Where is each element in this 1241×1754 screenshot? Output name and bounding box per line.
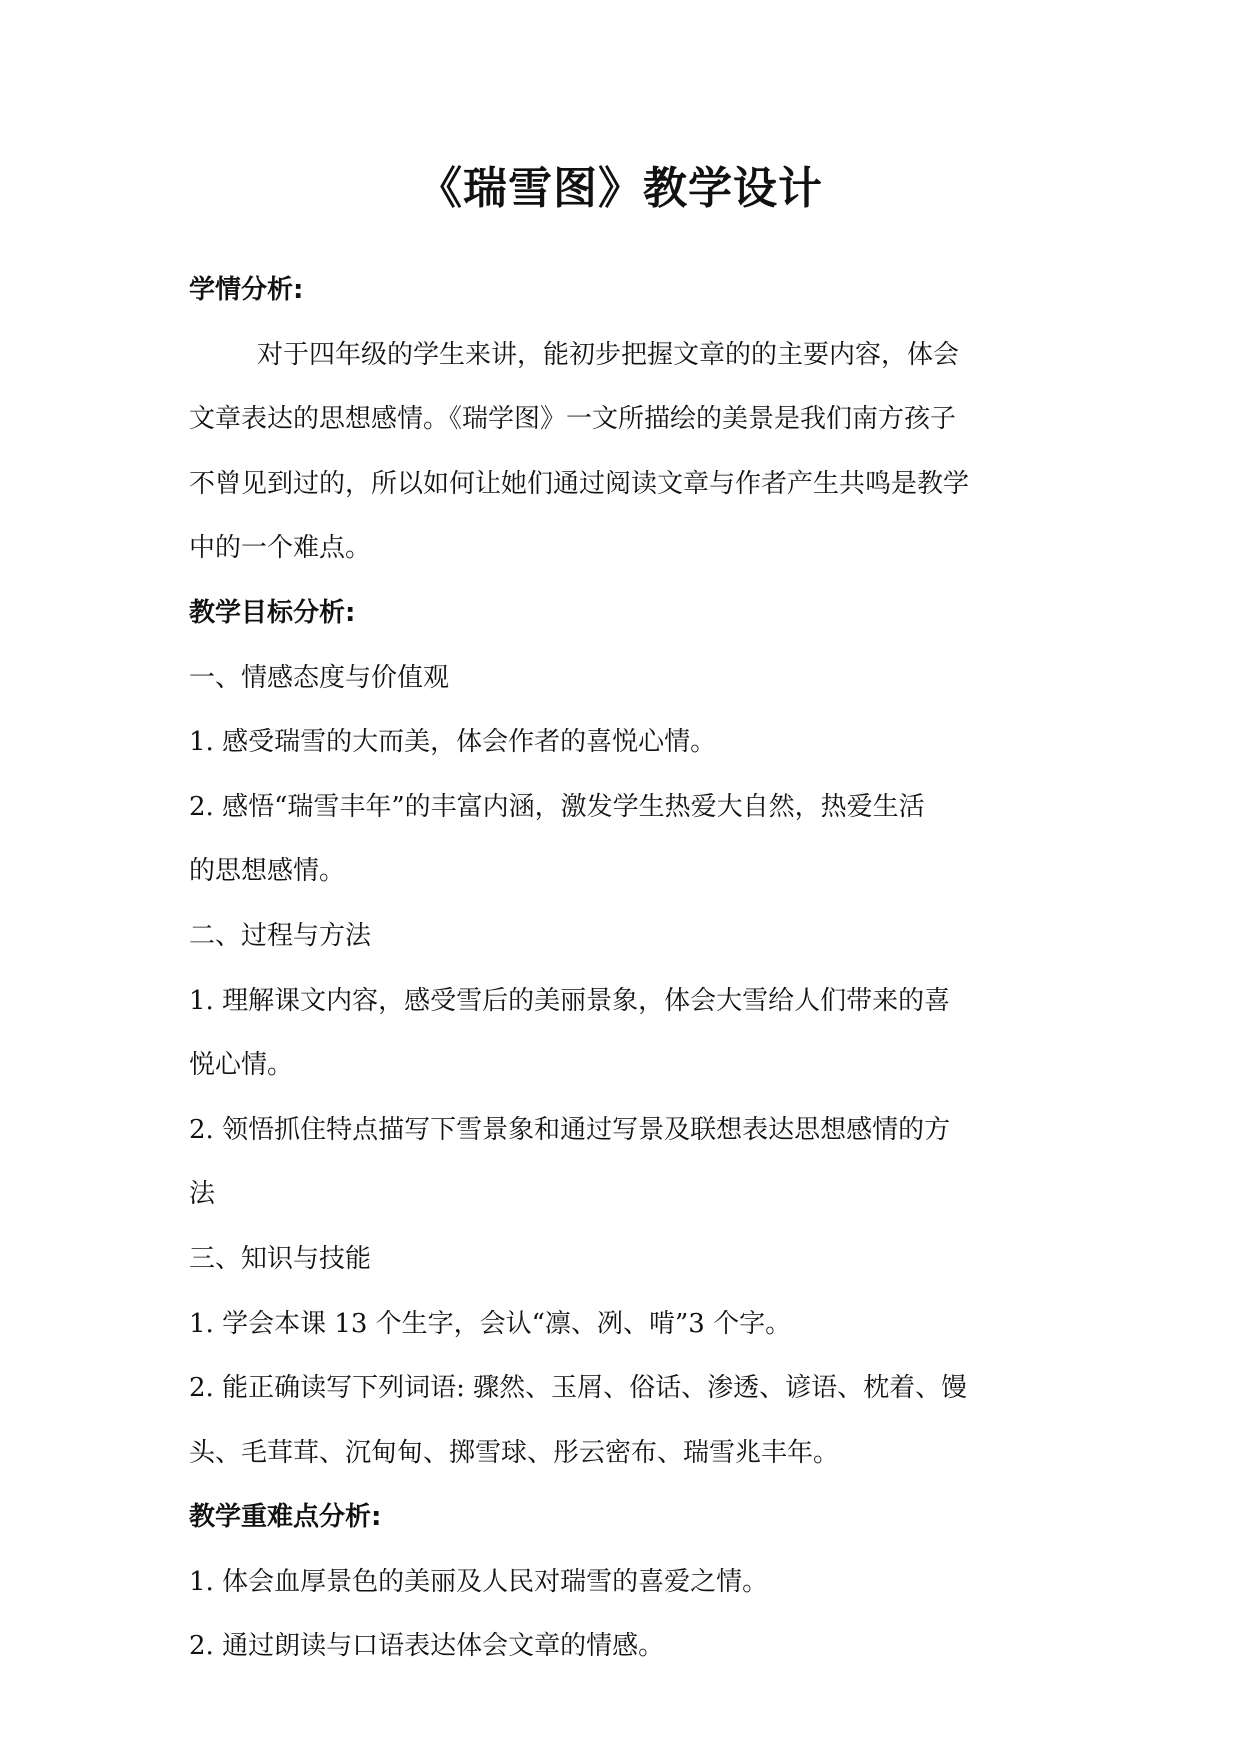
subheading-line: 一、情感态度与价值观 xyxy=(189,662,450,693)
paragraph-line: 文章表达的思想感情。《瑞学图》一文所描绘的美景是我们南方孩子 xyxy=(189,404,957,435)
subheading-line: 二、过程与方法 xyxy=(189,920,372,951)
paragraph-line: 中的一个难点。 xyxy=(189,533,372,564)
paragraph-line: 对于四年级的学生来讲，能初步把握文章的的主要内容，体会 xyxy=(257,339,960,370)
subheading-line: 三、知识与技能 xyxy=(189,1243,372,1274)
paragraph-line: 不曾见到过的，所以如何让她们通过阅读文章与作者产生共鸣是教学 xyxy=(189,468,970,499)
list-item-continuation: 的思想感情。 xyxy=(189,856,346,887)
section-heading-learning-analysis: 学情分析: xyxy=(189,275,304,305)
section-heading-teaching-goals: 教学目标分析: xyxy=(189,597,356,628)
list-item: 2. 通过朗读与口语表达体会文章的情感。 xyxy=(189,1631,665,1662)
list-item-continuation: 悦心情。 xyxy=(189,1050,294,1081)
list-item: 1. 学会本课 13 个生字，会认“凛、冽、啃”3 个字。 xyxy=(189,1308,792,1339)
list-item: 2. 领悟抓住特点描写下雪景象和通过写景及联想表达思想感情的方 xyxy=(189,1114,951,1145)
list-item: 2. 感悟“瑞雪丰年”的丰富内涵，激发学生热爱大自然，热爱生活 xyxy=(189,791,925,822)
section-heading-key-points: 教学重难点分析: xyxy=(189,1502,382,1533)
list-item: 2. 能正确读写下列词语: 骤然、玉屑、俗话、渗透、谚语、枕着、馒 xyxy=(189,1373,968,1404)
list-item: 1. 感受瑞雪的大而美，体会作者的喜悦心情。 xyxy=(189,727,717,758)
list-item: 1. 体会血厚景色的美丽及人民对瑞雪的喜爱之情。 xyxy=(189,1566,769,1597)
document-title: 《瑞雪图》教学设计 xyxy=(418,163,823,214)
list-item: 1. 理解课文内容，感受雪后的美丽景象，体会大雪给人们带来的喜 xyxy=(189,985,951,1016)
document-body xyxy=(189,258,1059,1679)
list-item-continuation: 头、毛茸茸、沉甸甸、掷雪球、彤云密布、瑞雪兆丰年。 xyxy=(189,1437,840,1468)
list-item-continuation: 法 xyxy=(189,1179,216,1210)
